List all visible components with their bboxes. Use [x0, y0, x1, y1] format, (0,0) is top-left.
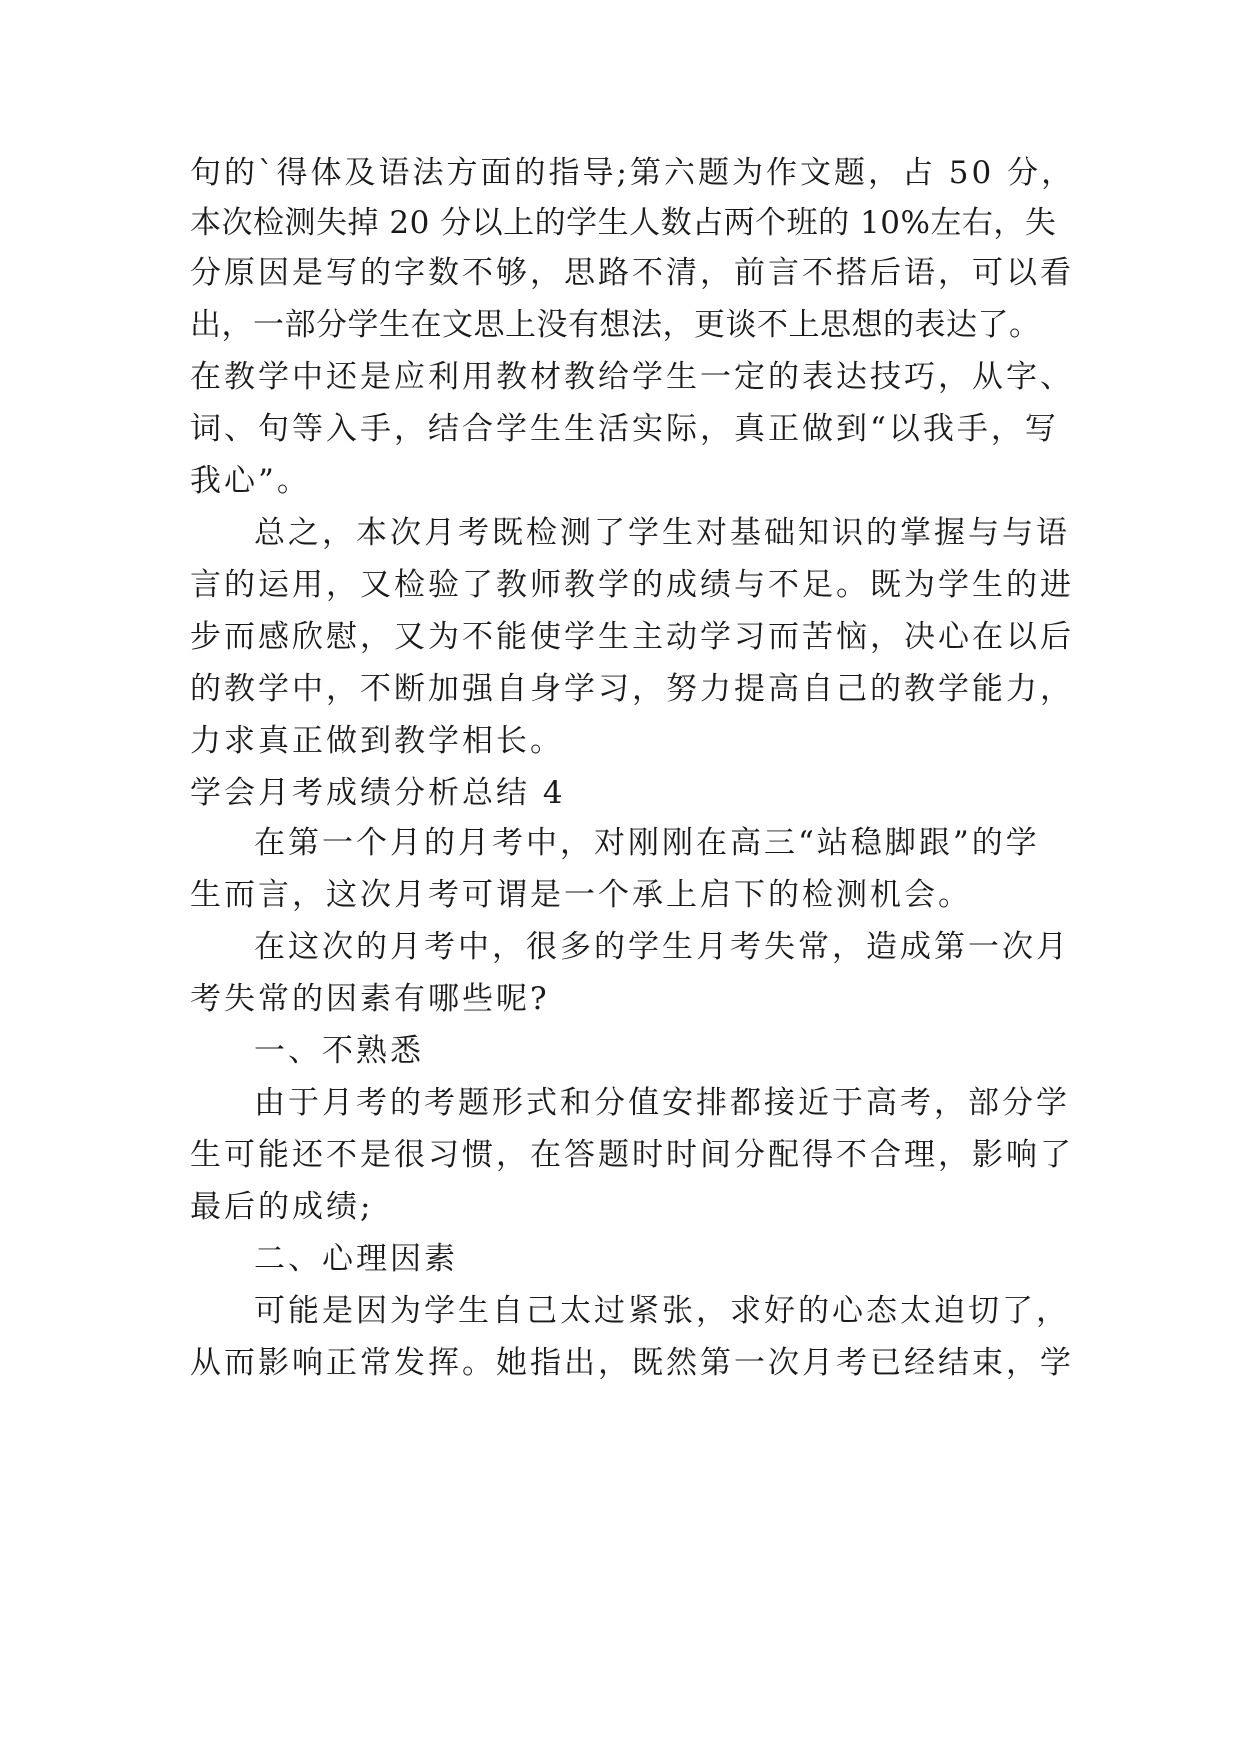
paragraph-start-line: 总之，本次月考既检测了学生对基础知识的掌握与与语 [254, 515, 1070, 551]
text-line: 出，一部分学生在文思上没有想法，更谈不上思想的表达了。 [190, 307, 1041, 343]
text-line: 的教学中，不断加强自身学习，努力提高自己的教学能力， [190, 671, 1074, 707]
text-line: 分原因是写的字数不够，思路不清，前言不搭后语，可以看 [190, 255, 1074, 291]
text-line: 从而影响正常发挥。她指出，既然第一次月考已经结束，学 [190, 1345, 1074, 1381]
text-line: 最后的成绩; [190, 1189, 374, 1225]
text-line: 本次检测失掉 20 分以上的学生人数占两个班的 10%左右，失 [190, 205, 1057, 241]
text-line: 力求真正做到教学相长。 [190, 723, 564, 759]
paragraph-start-line: 在这次的月考中，很多的学生月考失常，造成第一次月 [254, 929, 1070, 965]
paragraph-start-line: 由于月考的考题形式和分值安排都接近于高考，部分学 [254, 1085, 1070, 1121]
section-heading: 学会月考成绩分析总结 4 [190, 775, 566, 811]
subheading-line: 二、心理因素 [254, 1241, 458, 1277]
paragraph-start-line: 在第一个月的月考中，对刚刚在高三“站稳脚跟”的学 [254, 825, 1040, 861]
text-line: 考失常的因素有哪些呢? [190, 981, 550, 1017]
text-line: 言的运用，又检验了教师教学的成绩与不足。既为学生的进 [190, 567, 1074, 603]
text-line: 在教学中还是应利用教材教给学生一定的表达技巧，从字、 [190, 359, 1074, 395]
text-line: 生而言，这次月考可谓是一个承上启下的检测机会。 [190, 877, 972, 913]
subheading-line: 一、不熟悉 [254, 1033, 424, 1069]
text-line: 生可能还不是很习惯，在答题时时间分配得不合理，影响了 [190, 1137, 1074, 1173]
text-line: 句的`得体及语法方面的指导;第六题为作文题，占 50 分， [190, 155, 1076, 191]
paragraph-start-line: 可能是因为学生自己太过紧张，求好的心态太迫切了， [254, 1293, 1070, 1329]
text-line: 我心”。 [190, 463, 311, 499]
text-line: 步而感欣慰，又为不能使学生主动学习而苦恼，决心在以后 [190, 619, 1074, 655]
text-line: 词、句等入手，结合学生生活实际，真正做到“以我手，写 [190, 411, 1059, 447]
